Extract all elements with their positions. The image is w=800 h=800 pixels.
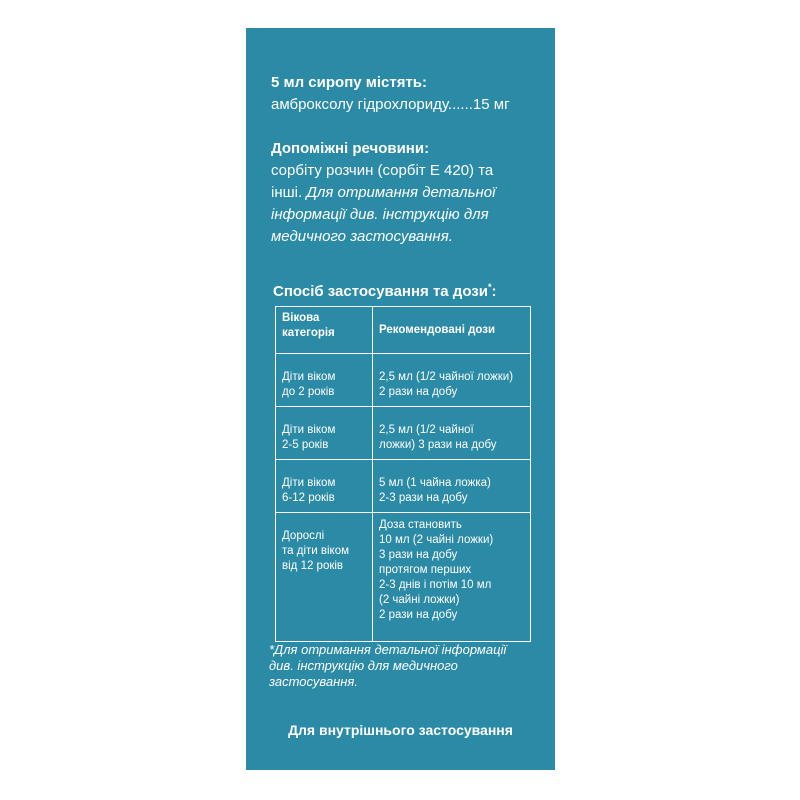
cell-line: 5 мл (1 чайна ложка) (379, 477, 491, 489)
dose-cell (373, 460, 531, 513)
cell-line: (2 чайні ложки) (379, 594, 460, 606)
cell-line: до 2 років (282, 386, 335, 398)
header-age-line: Вікова (282, 312, 320, 324)
cell-line: Діти віком (282, 477, 336, 489)
dosage-colon: : (491, 283, 497, 300)
cell-line: ложки) 3 рази на добу (379, 439, 497, 451)
footnote (269, 642, 506, 690)
header-recommended-dose: Рекомендовані дози (373, 307, 531, 354)
cell-line: Діти віком (282, 424, 336, 436)
age-cell (276, 407, 373, 460)
excipients-line2-plain: інші. (271, 184, 303, 201)
age-cell (276, 513, 373, 642)
dose-cell (373, 407, 531, 460)
excipients-line3: інформації див. інструкцію для (271, 206, 489, 223)
cell-line: та діти віком (282, 545, 350, 557)
cell-line: 10 мл (2 чайні ложки) (379, 534, 494, 546)
cell-line: Діти віком (282, 371, 336, 383)
cell-line: від 12 років (282, 560, 344, 572)
excipients-line4: медичного застосування. (271, 228, 453, 245)
dosage-asterisk: * (487, 282, 492, 292)
age-cell (276, 354, 373, 407)
composition-ingredient: амброксолу гідрохлориду......15 мг (271, 96, 510, 113)
header-age-line: категорія (282, 327, 335, 339)
excipients-line2 (271, 182, 495, 204)
dosage-title (273, 282, 496, 300)
cell-line: 2-3 рази на добу (379, 492, 468, 504)
cell-line: 2 рази на добу (379, 386, 458, 398)
composition-title: 5 мл сиропу містять: (271, 74, 428, 91)
age-cell (276, 460, 373, 513)
dosage-title-text: Спосіб застосування та дози (273, 283, 488, 300)
cell-line: Дорослі (282, 530, 325, 542)
footnote-line: *Для отримання детальної інформації (269, 642, 507, 657)
cell-line: Доза становить (379, 519, 462, 531)
cell-line: 6-12 років (282, 492, 335, 504)
cell-line: 2 рази на добу (379, 609, 458, 621)
cell-line: 2,5 мл (1/2 чайної (379, 424, 474, 436)
header-age-category (276, 307, 373, 354)
table-row (276, 407, 531, 460)
excipients-title: Допоміжні речовини: (271, 140, 430, 157)
cell-line: 2-5 років (282, 439, 329, 451)
excipients-line2-italic: Для отримання детальної (302, 184, 496, 201)
cell-line: 3 рази на добу (379, 549, 458, 561)
table-row (276, 460, 531, 513)
dose-cell (373, 513, 531, 642)
usage-label: Для внутрішнього застосування (288, 722, 513, 738)
table-row (276, 513, 531, 642)
footnote-line: див. інструкцію для медичного (269, 658, 458, 673)
footnote-line: застосування. (269, 674, 358, 689)
dose-cell (373, 354, 531, 407)
table-header-row (276, 307, 531, 354)
dosage-table (275, 306, 531, 642)
cell-line: протягом перших (379, 564, 472, 576)
package-panel (246, 28, 555, 770)
cell-line: 2-3 днів і потім 10 мл (379, 579, 492, 591)
cell-line: 2,5 мл (1/2 чайної ложки) (379, 371, 514, 383)
excipients-line1: сорбіту розчин (сорбіт Е 420) та (271, 162, 494, 179)
table-row (276, 354, 531, 407)
